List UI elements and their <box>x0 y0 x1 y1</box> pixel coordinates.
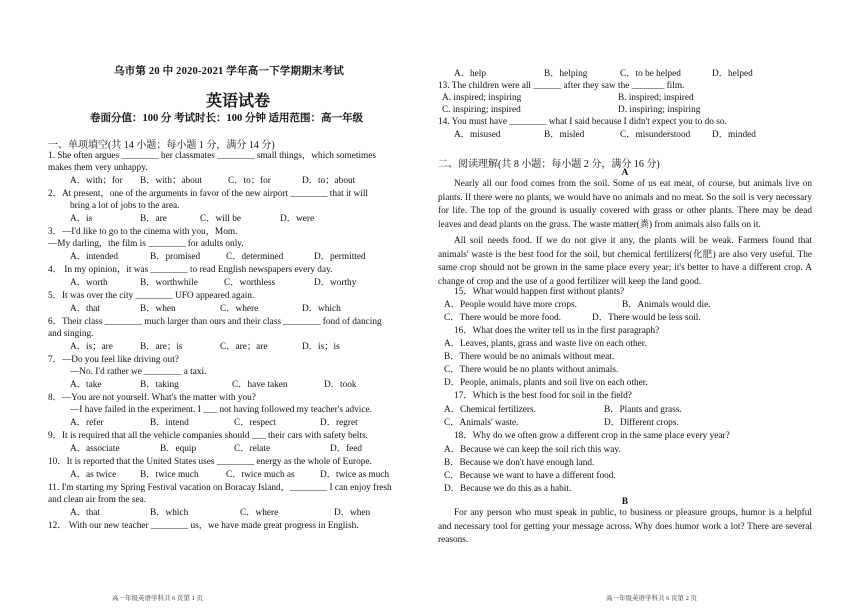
passage-b-paragraph-1: For any person who must speak in public, to business or pleasure groups, humor is a helpful and necessary tool for getting your message across. Why does humor work a lot? There are several reasons. <box>438 508 812 546</box>
q5-stem: 5．It was over the city ________ UFO appeared again. <box>48 291 255 301</box>
q13-option-c: C. inspiring; inspired <box>442 105 521 115</box>
right-page <box>438 0 812 608</box>
q16-option-a: A．Leaves, plants, grass and waste live on each other. <box>444 339 647 349</box>
q8-option-b: B．intend <box>150 418 189 428</box>
q10-option-c: C．twice much as <box>226 470 295 480</box>
q8-option-c: C．respect <box>234 418 276 428</box>
passage-b-label: B <box>621 497 629 507</box>
q10-option-a: A．as twice <box>70 470 117 480</box>
section2-heading: 二、阅读理解(共 8 小题；每小题 2 分，满分 16 分) <box>438 159 660 170</box>
q4-option-b: B．worthwhile <box>140 278 198 288</box>
q1-option-c: C．to；for <box>228 176 271 186</box>
q6-option-a: A．is；are <box>70 342 113 352</box>
q9-option-d: D．feed <box>330 444 363 454</box>
q7-option-b: B．taking <box>140 380 179 390</box>
q11-stem-cont: and clean air from the sea. <box>48 495 147 505</box>
q13-stem: 13. The children were all ______ after they saw the _______ film. <box>438 81 685 91</box>
q18-option-d: D．Because we do this as a habit. <box>444 484 572 494</box>
q11-stem: 11. I'm starting my Spring Festival vacation on Boracay Island，________ I can enjoy fresh <box>48 483 392 493</box>
q10-option-d: D．twice as much <box>320 470 390 480</box>
q2-option-c: C．will be <box>200 214 242 224</box>
q14-option-d: D．minded <box>712 130 756 140</box>
q7-stem: 7．—Do you feel like driving out? <box>48 355 179 365</box>
q4-option-d: D．worthy <box>314 278 357 288</box>
q2-stem: 2．At present，one of the arguments in favor of the new airport ________ that it will <box>48 189 368 199</box>
passage-a-paragraph-2: All soil needs food. If we do not give it any, the plants will be weak. Farmers found that animals' waste is the best food for the soil, but chemical fertilizers(化肥) are also very useful. The same crop should not be grown in the same place every year; it's better to have a different crop. A change of crop and the use of a good fertilizer will keep the land good. <box>438 236 812 287</box>
q13-option-d: D. inspiring; inspiring <box>618 105 701 115</box>
q6-stem-cont: and singing. <box>48 329 94 339</box>
q6-option-c: C．are；are <box>220 342 268 352</box>
q6-option-d: D．is；is <box>302 342 340 352</box>
q8-option-a: A．refer <box>70 418 104 428</box>
q16-option-d: D．People, animals, plants and soil live on each other. <box>444 378 648 388</box>
footer-left: 高一年级英语学科共 6 页第 1 页 <box>112 595 203 602</box>
footer-right: 高一年级英语学科共 6 页第 2 页 <box>606 595 697 602</box>
q18-option-b: B．Because we don't have enough land. <box>444 458 595 468</box>
q17-option-c: C．Animals' waste. <box>444 418 519 428</box>
q6-option-b: B．are；is <box>140 342 183 352</box>
q14-option-a: A．misused <box>454 130 501 140</box>
q11-option-a: A．that <box>70 508 100 518</box>
q8-option-d: D．regret <box>320 418 358 428</box>
q5-option-b: B．when <box>140 304 176 314</box>
q15-option-c: C．There would be more food. <box>444 313 561 323</box>
q3-option-c: C．determined <box>226 252 284 262</box>
q17-option-a: A．Chemical fertilizers. <box>444 405 536 415</box>
q9-option-b: B．equip <box>160 444 197 454</box>
q16-stem: 16．What does the writer tell us in the first paragraph? <box>454 326 660 336</box>
q11-option-c: C．where <box>240 508 279 518</box>
q13-option-b: B. inspired; inspired <box>618 93 694 103</box>
q12-option-b: B．helping <box>544 69 588 79</box>
q13-option-a: A. inspired; inspiring <box>442 93 522 103</box>
q1-stem: 1. She often argues ________ her classmates ________ small things，which sometimes <box>48 151 377 161</box>
q16-option-b: B．There would be no animals without meat. <box>444 352 615 362</box>
q4-option-c: C．worthless <box>224 278 276 288</box>
q12-option-c: C．to be helped <box>620 69 681 79</box>
school-title: 乌市第 20 中 2020-2021 学年高一下学期期末考试 <box>114 66 344 77</box>
section1-heading: 一、单项填空(共 14 小题；每小题 1 分，满分 14 分) <box>48 140 275 151</box>
q3-stem: 3．—I'd like to go to the cinema with you，Mom. <box>48 227 238 237</box>
q2-stem-cont: bring a lot of jobs to the area. <box>70 201 180 211</box>
q12-stem: 12． With our new teacher ________ us，we have made great progress in English. <box>48 521 359 531</box>
q8-stem-cont: —I have failed in the experiment. I ___ not having followed my teacher's advice. <box>70 405 372 415</box>
q14-option-c: C．misunderstood <box>620 130 691 140</box>
q10-option-b: B．twice much <box>140 470 199 480</box>
q4-stem: 4． In my opinion，it was ________ to read English newspapers every day. <box>48 265 333 275</box>
exam-title: 英语试卷 <box>206 93 271 110</box>
q5-option-a: A．that <box>70 304 100 314</box>
q15-option-a: A．People would have more crops. <box>444 300 577 310</box>
q3-option-a: A．intended <box>70 252 119 262</box>
q11-option-d: D．when <box>334 508 371 518</box>
q18-option-c: C．Because we want to have a different food. <box>444 471 616 481</box>
q4-option-a: A．worth <box>70 278 108 288</box>
q1-option-a: A．with；for <box>70 176 123 186</box>
q12-option-a: A．help <box>454 69 487 79</box>
q5-option-d: D．which <box>302 304 341 314</box>
q8-stem: 8．—You are not yourself. What's the matter with you? <box>48 393 256 403</box>
q1-stem-cont: makes them very unhappy. <box>48 163 148 173</box>
q3-option-b: B．promised <box>150 252 201 262</box>
exam-info: 卷面分值：100 分 考试时长：100 分钟 适用范围：高一年级 <box>90 113 363 124</box>
q7-option-c: C．have taken <box>232 380 288 390</box>
q3-stem-cont: —My darling，the film is ________ for adults only. <box>48 239 244 249</box>
q5-option-c: C．where <box>220 304 259 314</box>
q6-stem: 6．Their class ________ much larger than ours and their class ________ fond of dancing <box>48 317 382 327</box>
q11-option-b: B．which <box>150 508 189 518</box>
q2-option-a: A．is <box>70 214 93 224</box>
q9-option-a: A．associate <box>70 444 120 454</box>
q16-option-c: C．There would be no plants without animals. <box>444 365 619 375</box>
q9-stem: 9．It is required that all the vehicle companies should ___ their cars with safety belts. <box>48 431 368 441</box>
q10-stem: 10．It is reported that the United States uses ________ energy as the whole of Europe. <box>48 457 372 467</box>
q2-option-d: D．were <box>280 214 315 224</box>
q18-stem: 18．Why do we often grow a different crop in the same place every year? <box>454 431 730 441</box>
q12-option-d: D．helped <box>712 69 753 79</box>
left-page <box>48 0 426 608</box>
q1-option-d: D．to；about <box>302 176 356 186</box>
passage-a-paragraph-1: Nearly all our food comes from the soil. Some of us eat meat, of course, but animals live on plants. If there were no plants, we would have no animals and no meat. So the soil is very necessary for life. The top of the ground is usually covered with grass or other plants. There may be dead leaves and dead plants on the grass. The waste matter(粪) from animals also falls on it. <box>438 179 812 230</box>
q14-option-b: B．misled <box>544 130 585 140</box>
q7-option-d: D．took <box>324 380 357 390</box>
passage-a-label: A <box>621 168 629 178</box>
q17-option-b: B．Plants and grass. <box>604 405 682 415</box>
q15-stem: 15．What would happen first without plants? <box>454 287 625 297</box>
q17-option-d: D．Different crops. <box>604 418 679 428</box>
q3-option-d: D．permitted <box>314 252 366 262</box>
q2-option-b: B．are <box>140 214 167 224</box>
q17-stem: 17．Which is the best food for soil in the field? <box>454 391 632 401</box>
q7-option-a: A．take <box>70 380 102 390</box>
q15-option-b: B．Animals would die. <box>622 300 711 310</box>
q15-option-d: D．There would be less soil. <box>592 313 701 323</box>
q9-option-c: C．relate <box>234 444 271 454</box>
q18-option-a: A．Because we can keep the soil rich this way. <box>444 445 621 455</box>
q7-stem-cont: —No. I'd rather we ________ a taxi. <box>70 367 207 377</box>
q14-stem: 14. You must have ________ what I said because I didn't expect you to do so. <box>438 117 727 127</box>
q1-option-b: B．with；about <box>140 176 202 186</box>
